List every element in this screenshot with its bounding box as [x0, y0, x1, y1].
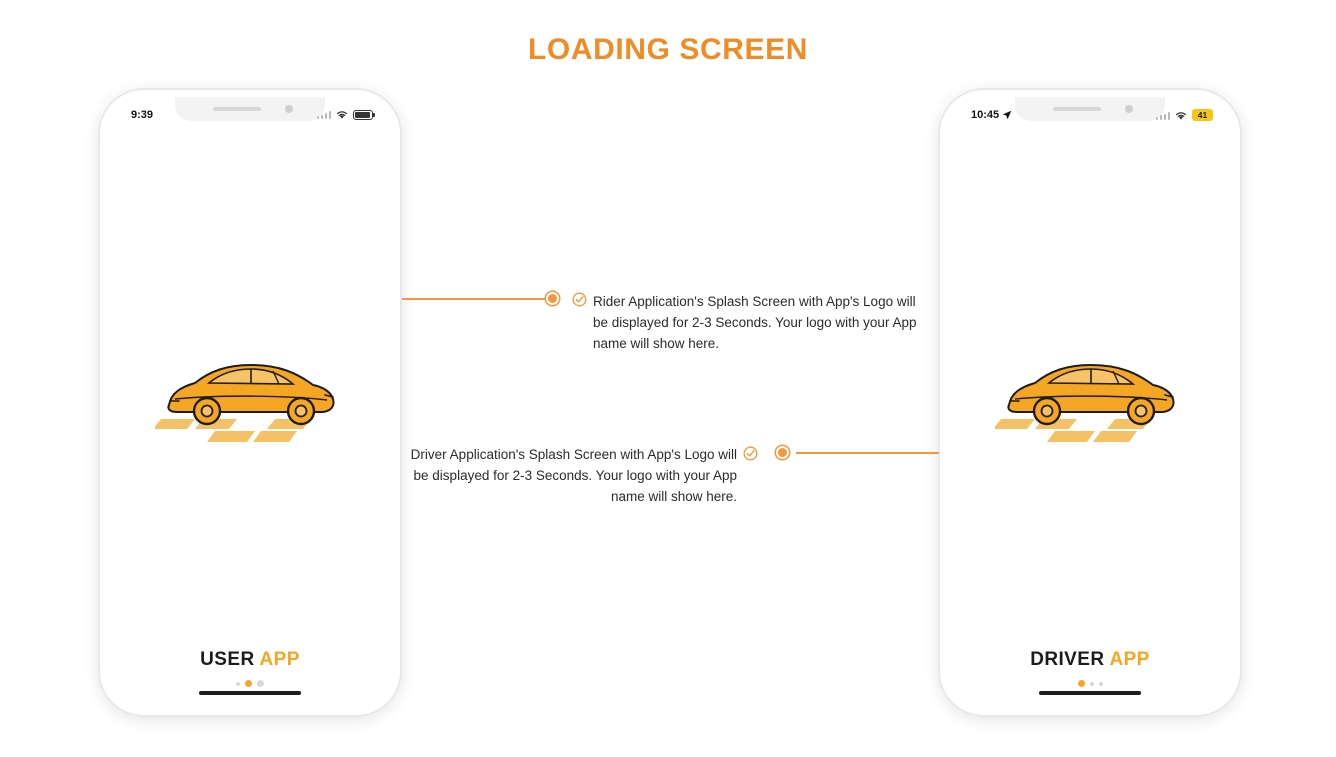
status-time-group: [131, 109, 153, 121]
status-time-label: 9:39: [131, 109, 154, 121]
loading-dot-active: [1078, 680, 1085, 687]
home-indicator: [1039, 691, 1141, 695]
app-name-user: [107, 649, 393, 671]
car-illustration: [995, 343, 1185, 453]
loading-dots-user: [107, 680, 393, 687]
signal-bars-icon: [317, 110, 332, 119]
check-circle-icon: [572, 292, 587, 307]
annotation-text-rider: Rider Application's Splash Screen with App's Logo will be displayed for 2-3 Seconds. Your logo with your App name will show here.: [593, 294, 917, 351]
loading-dot: [236, 682, 240, 686]
status-time-label: 10:45: [971, 109, 1000, 121]
wifi-icon: [1174, 110, 1188, 121]
phone-screen-user-app: [107, 97, 393, 708]
annotation-leader-line: [402, 298, 546, 300]
loading-dot: [1090, 682, 1094, 686]
loading-dot-active: [245, 680, 252, 687]
phone-mockup-driver-app: [938, 88, 1242, 717]
page-title: LOADING SCREEN: [527, 33, 809, 66]
app-name-primary: USER: [200, 649, 255, 670]
status-bar-user-app: [107, 109, 393, 127]
annotation-marker-dot[interactable]: [776, 446, 789, 459]
battery-icon: [353, 110, 373, 120]
loading-dot: [257, 680, 264, 687]
phone-screen-driver-app: [947, 97, 1233, 708]
battery-percent-icon: 41: [1192, 109, 1213, 121]
app-name-accent: APP: [259, 649, 300, 670]
status-bar-driver-app: [947, 109, 1233, 127]
app-name-primary: DRIVER: [1030, 649, 1105, 670]
app-name-accent: APP: [1109, 649, 1150, 670]
app-name-driver: [947, 649, 1233, 671]
annotation-text-driver: Driver Application's Splash Screen with App's Logo will be displayed for 2-3 Seconds. Your logo with your App name will show here.: [410, 447, 737, 504]
loading-dots-driver: [947, 680, 1233, 687]
status-icons-group: [1156, 109, 1214, 121]
wifi-icon: [335, 109, 349, 120]
location-arrow-icon: [1002, 110, 1012, 120]
signal-bars-icon: [1156, 111, 1171, 120]
check-circle-icon: [743, 446, 758, 461]
home-indicator: [199, 691, 301, 695]
car-illustration: [155, 343, 345, 453]
status-icons-group: [317, 109, 374, 120]
phone-mockup-user-app: [98, 88, 402, 717]
annotation-leader-line: [796, 452, 939, 454]
annotation-marker-dot[interactable]: [546, 292, 559, 305]
loading-dot: [1099, 682, 1103, 686]
status-time-group: [971, 109, 1012, 121]
